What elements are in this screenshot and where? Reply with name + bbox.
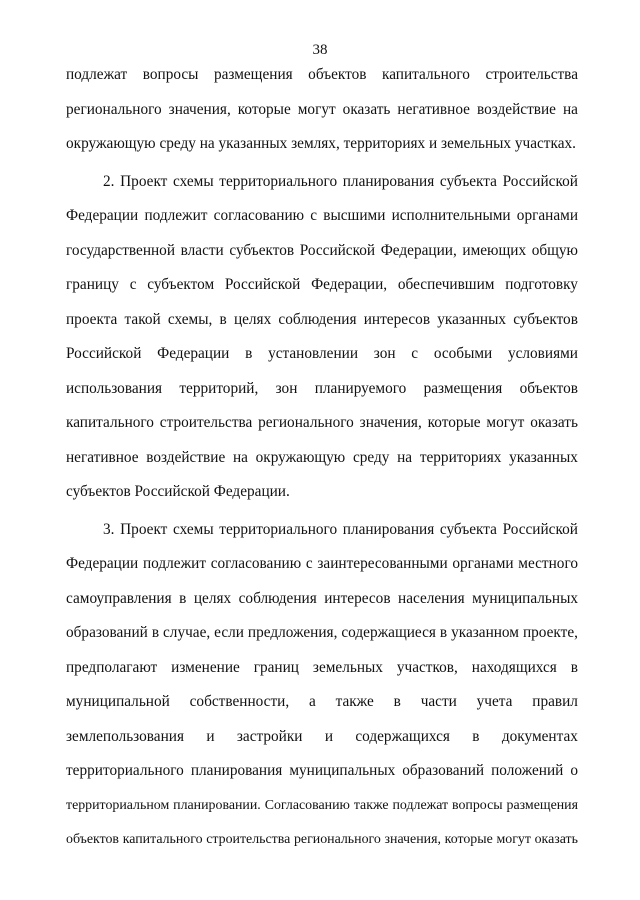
- text-line: объектов капитального строительства регионального значения, которые могут оказать: [66, 832, 578, 847]
- text-line: использования территорий, зон планируемого размещения объектов: [66, 379, 578, 397]
- page-number: 38: [312, 42, 328, 58]
- text-line: муниципальной собственности, а также в части учета правил: [66, 693, 578, 710]
- text-line: субъектов Российской Федерации.: [66, 483, 290, 500]
- text-line: землепользования и застройки и содержащихся в документах: [66, 727, 578, 745]
- text-line: регионального значения, которые могут оказать негативное воздействие на: [66, 100, 578, 118]
- text-line: границу с субъектом Российской Федерации, обеспечившим подготовку: [66, 276, 578, 293]
- text-line: территориального планирования муниципальных образований положений о: [66, 762, 578, 779]
- paragraph-3: [66, 519, 578, 864]
- text-line: образований в случае, если предложения, содержащиеся в указанном проекте,: [66, 624, 578, 641]
- text-line: проекта такой схемы, в целях соблюдения интересов указанных субъектов: [66, 310, 578, 328]
- text-line: Федерации подлежит согласованию с высшими исполнительными органами: [66, 207, 578, 224]
- text-line: подлежат вопросы размещения объектов капитального строительства: [66, 66, 578, 83]
- text-line: капитального строительства регионального значения, которые могут оказать: [66, 414, 578, 431]
- text-line: Российской Федерации в установлении зон с особыми условиями: [66, 345, 578, 362]
- text-line: территориальном планировании. Согласованию также подлежат вопросы размещения: [66, 797, 578, 813]
- text-line: Федерации подлежит согласованию с заинтересованными органами местного: [66, 555, 578, 572]
- text-line: 2. Проект схемы территориального планирования субъекта Российской: [103, 172, 578, 190]
- document-body: [66, 64, 578, 864]
- text-line: предполагают изменение границ земельных участков, находящихся в: [66, 658, 578, 676]
- text-line: государственной власти субъектов Российской Федерации, имеющих общую: [66, 241, 578, 259]
- text-line: негативное воздействие на окружающую среду на территориях указанных: [66, 448, 578, 466]
- text-line: 3. Проект схемы территориального планирования субъекта Российской: [103, 520, 578, 538]
- text-line: окружающую среду на указанных землях, территориях и земельных участках.: [66, 135, 576, 152]
- text-line: самоуправления в целях соблюдения интересов населения муниципальных: [66, 589, 578, 607]
- paragraph-2: [66, 171, 578, 516]
- paragraph-continuation: [66, 64, 578, 168]
